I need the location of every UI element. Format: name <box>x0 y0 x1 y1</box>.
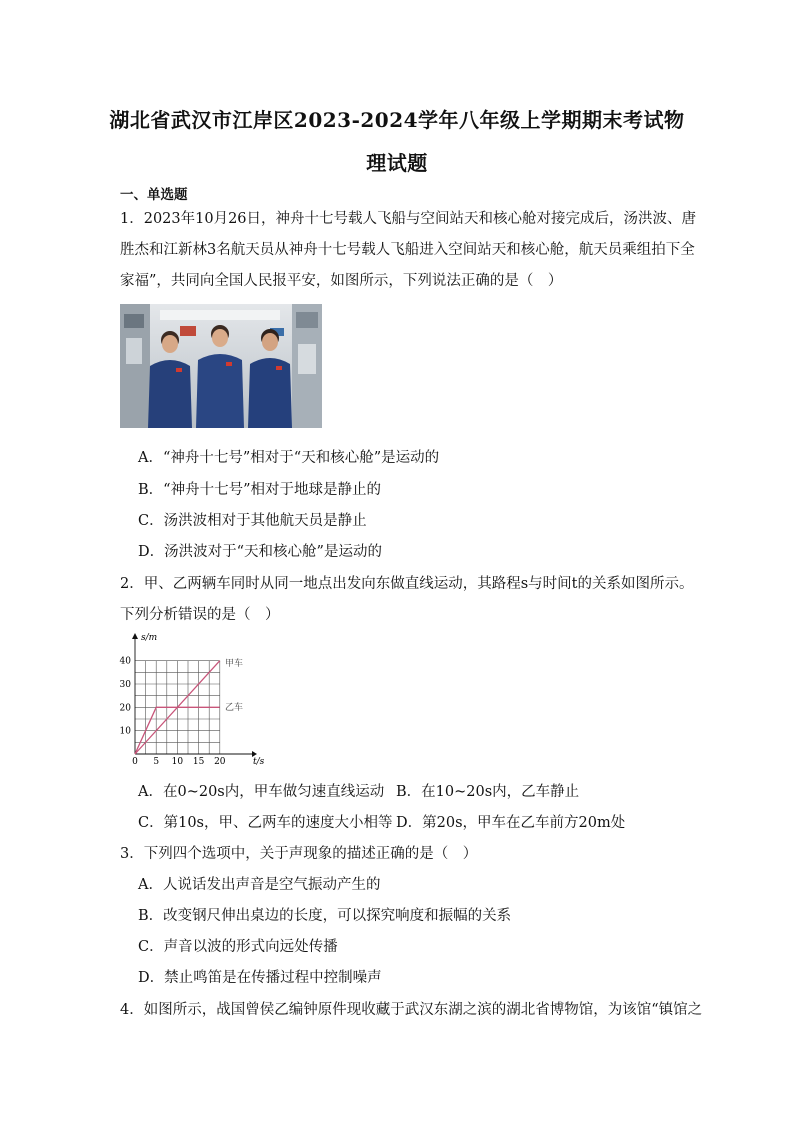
x-tick-label: 15 <box>192 757 205 767</box>
section-heading: 一、单选题 <box>120 187 188 203</box>
exam-title-line1: 湖北省武汉市江岸区2023-2024学年八年级上学期期末考试物 <box>109 108 685 132</box>
series-label-jia: 甲车 <box>225 659 244 669</box>
astronauts-illustration <box>120 304 322 428</box>
x-tick-label: 0 <box>132 757 138 767</box>
q2-option-b: B．在10~20s内，乙车静止 <box>396 784 580 800</box>
y-tick-label: 20 <box>119 703 131 714</box>
distance-time-chart <box>112 630 265 770</box>
y-axis-arrow <box>132 633 138 639</box>
q1-option-d: D．汤洪波对于“天和核心舱”是运动的 <box>138 544 382 560</box>
y-tick-label: 10 <box>119 726 131 737</box>
exam-title-line2: 理试题 <box>366 151 428 175</box>
x-tick-label: 5 <box>153 757 160 767</box>
q1-option-c: C．汤洪波相对于其他航天员是静止 <box>138 513 367 529</box>
q1-text-line2: 胜杰和江新林3名航天员从神舟十七号载人飞船进入空间站天和核心舱，航天员乘组拍下全 <box>120 242 695 258</box>
y-tick-label: 40 <box>119 656 131 667</box>
chart-axes <box>132 633 257 757</box>
q2-option-d: D．第20s，甲车在乙车前方20m处 <box>396 815 626 831</box>
series-label-yi: 乙车 <box>225 703 244 713</box>
q1-option-a: A．“神舟十七号”相对于“天和核心舱”是运动的 <box>138 450 440 466</box>
q2-text-line2: 下列分析错误的是（ ） <box>120 607 280 623</box>
x-axis-label: t/s <box>253 757 265 767</box>
q3-option-a: A．人说话发出声音是空气振动产生的 <box>138 877 381 893</box>
q2-option-c: C．第10s，甲、乙两车的速度大小相等 <box>138 815 393 831</box>
q3-option-c: C．声音以波的形式向远处传播 <box>138 939 338 955</box>
q3-option-b: B．改变钢尺伸出桌边的长度，可以探究响度和振幅的关系 <box>138 908 512 924</box>
q1-text-line3: 家福”，共同向全国人民报平安，如图所示，下列说法正确的是（ ） <box>120 273 563 289</box>
x-tick-label: 20 <box>214 757 226 767</box>
q1-option-b: B．“神舟十七号”相对于地球是静止的 <box>138 482 381 498</box>
y-tick-label: 30 <box>119 680 131 690</box>
q1-text-line1: 1．2023年10月26日，神舟十七号载人飞船与空间站天和核心舱对接完成后，汤洪波、唐 <box>120 211 697 227</box>
q4-text-line1: 4．如图所示，战国曾侯乙编钟原件现收藏于武汉东湖之滨的湖北省博物馆，为该馆“镇馆之 <box>120 1002 703 1018</box>
q3-option-d: D．禁止鸣笛是在传播过程中控制噪声 <box>138 970 382 986</box>
q2-option-a: A．在0~20s内，甲车做匀速直线运动 <box>138 784 385 800</box>
y-axis-label: s/m <box>141 633 158 643</box>
x-tick-label: 10 <box>171 757 184 767</box>
q3-text-line1: 3．下列四个选项中，关于声现象的描述正确的是（ ） <box>120 846 478 862</box>
q2-text-line1: 2．甲、乙两辆车同时从同一地点出发向东做直线运动，其路程s与时间t的关系如图所示。 <box>120 576 694 592</box>
astronauts-photo <box>120 304 322 428</box>
